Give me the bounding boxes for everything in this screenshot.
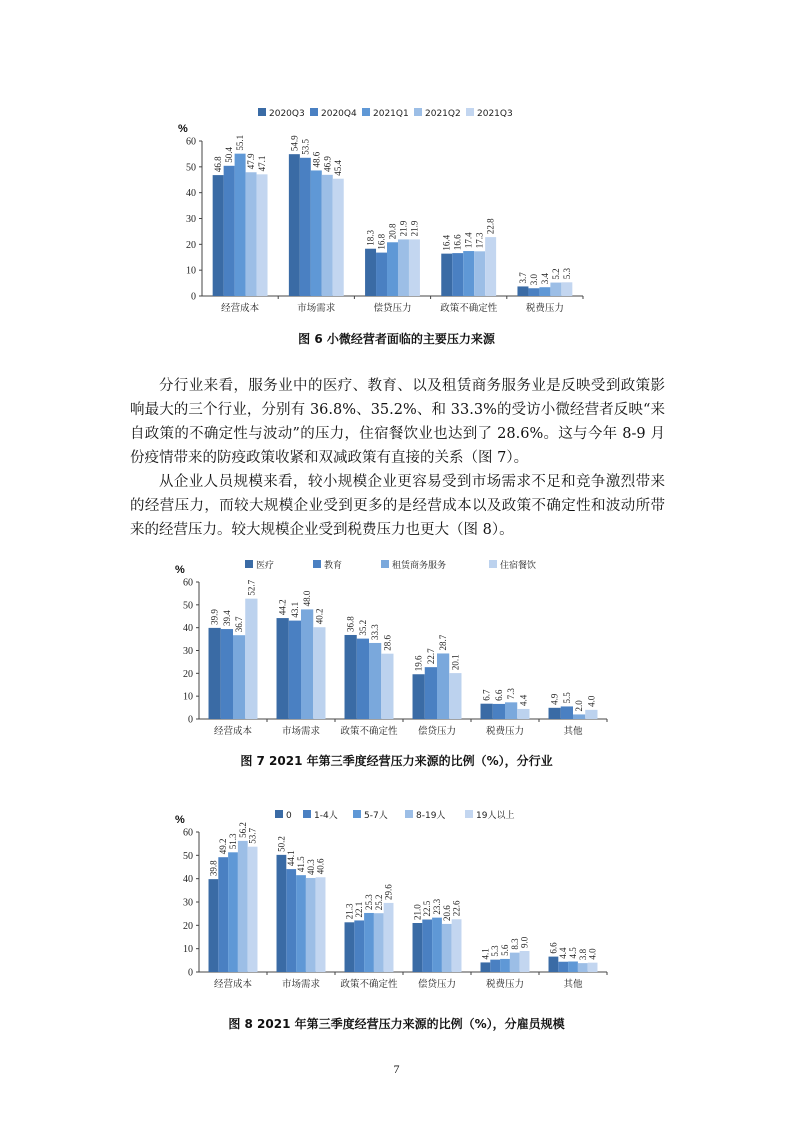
bar	[300, 158, 311, 296]
data-label: 40.3	[305, 859, 316, 875]
data-label: 28.7	[438, 634, 449, 651]
bar	[364, 913, 374, 972]
data-label: 16.8	[376, 233, 387, 250]
page-number: 7	[393, 1062, 400, 1076]
data-label: 46.8	[213, 156, 224, 173]
legend-label: 2021Q2	[425, 109, 461, 119]
legend-swatch	[245, 560, 253, 568]
data-label: 52.7	[246, 579, 257, 596]
x-tick-label: 经营成本	[213, 726, 253, 737]
y-tick-label: 20	[183, 668, 193, 680]
bar	[221, 629, 233, 719]
bar	[246, 172, 257, 296]
y-tick-label: 20	[183, 920, 193, 932]
legend-label: 19人以上	[476, 811, 515, 821]
data-label: 5.5	[561, 692, 572, 704]
legend-label: 租赁商务服务	[392, 561, 447, 571]
y-tick-label: 10	[183, 691, 193, 703]
bar	[333, 179, 344, 296]
bar	[387, 242, 398, 296]
figure-8-caption: 图 8 2021 年第三季度经营压力来源的比例（%），分雇员规模	[228, 1017, 565, 1031]
bar	[539, 287, 550, 296]
bar	[442, 924, 452, 972]
bar	[517, 709, 529, 719]
bar	[413, 674, 425, 719]
x-tick-label: 经营成本	[213, 979, 253, 990]
y-axis-unit: %	[175, 564, 185, 576]
bar	[449, 673, 461, 719]
bar	[549, 708, 561, 719]
bar	[561, 282, 572, 296]
data-label: 21.9	[409, 220, 420, 237]
data-label: 22.6	[451, 900, 462, 917]
y-tick-label: 10	[186, 265, 196, 277]
bar	[289, 154, 300, 296]
legend-label: 8-19人	[416, 811, 446, 821]
legend-label: 2020Q4	[321, 109, 357, 119]
data-label: 5.2	[550, 268, 561, 280]
data-label: 5.3	[490, 945, 501, 957]
bar	[286, 869, 296, 972]
figure-6-caption: 图 6 小微经营者面临的主要压力来源	[298, 332, 495, 346]
bar	[474, 251, 485, 296]
bar	[425, 667, 437, 719]
bar	[505, 702, 517, 719]
bar	[558, 962, 568, 972]
legend-label: 住宿餐饮	[500, 561, 537, 571]
data-label: 3.7	[517, 272, 528, 284]
data-label: 48.0	[302, 590, 313, 607]
x-tick-label: 税费压力	[525, 303, 564, 314]
bar	[520, 951, 530, 972]
data-label: 36.8	[345, 616, 356, 632]
figure-7-caption: 图 7 2021 年第三季度经营压力来源的比例（%），分行业	[240, 754, 553, 768]
bar	[384, 903, 394, 972]
data-label: 17.4	[463, 232, 474, 249]
data-label: 18.3	[365, 229, 376, 246]
data-label: 35.2	[357, 619, 368, 636]
data-label: 7.3	[506, 688, 517, 700]
figure-6-svg	[0, 100, 793, 325]
x-tick-label: 其他	[563, 726, 583, 737]
bar	[413, 923, 423, 972]
y-tick-label: 0	[188, 967, 193, 979]
data-label: 45.4	[333, 159, 344, 176]
bar	[374, 913, 384, 972]
x-tick-label: 市场需求	[281, 726, 321, 737]
y-tick-label: 40	[183, 874, 193, 886]
y-tick-label: 60	[186, 136, 196, 148]
data-label: 39.4	[221, 610, 232, 627]
legend-swatch	[258, 108, 266, 116]
bar	[510, 953, 520, 972]
data-label: 25.2	[373, 894, 384, 911]
bar	[345, 922, 355, 972]
data-label: 48.6	[311, 151, 322, 168]
bar	[354, 920, 364, 972]
bar	[369, 643, 381, 719]
y-tick-label: 30	[183, 646, 193, 657]
bar	[528, 288, 539, 296]
data-label: 4.9	[549, 693, 560, 705]
bar	[481, 962, 491, 972]
x-tick-label: 市场需求	[297, 303, 336, 314]
data-label: 49.2	[218, 838, 229, 855]
legend-swatch	[489, 560, 497, 568]
bar	[316, 877, 326, 972]
bar	[452, 253, 463, 296]
bar	[245, 599, 257, 719]
y-tick-label: 0	[188, 714, 193, 726]
legend-swatch	[362, 108, 370, 116]
legend-label: 2020Q3	[269, 109, 305, 119]
data-label: 16.6	[452, 234, 463, 251]
legend-label: 0	[286, 811, 292, 821]
data-label: 22.7	[425, 648, 436, 665]
bar	[398, 239, 409, 296]
paragraph-firm-size: 从企业人员规模来看，较小规模企业更容易受到市场需求不足和竞争激烈带来的经营压力，而较大规模企业受到更多的是经营成本以及政策不确定性和波动所带来的经营压力。较大规模企业受到税费压力也更大（图 8）。	[130, 474, 665, 538]
x-tick-label: 偿贷压力	[417, 726, 457, 737]
data-label: 53.7	[247, 827, 258, 844]
data-label: 44.1	[286, 850, 297, 867]
bar	[209, 628, 221, 719]
data-label: 46.9	[322, 156, 333, 172]
legend-swatch	[465, 810, 473, 818]
bar	[485, 237, 496, 296]
data-label: 17.3	[474, 232, 485, 249]
bar	[409, 239, 420, 296]
bar	[452, 919, 462, 972]
legend-swatch	[405, 810, 413, 818]
data-label: 4.4	[518, 694, 529, 706]
x-tick-label: 政策不确定性	[340, 979, 398, 990]
bar	[213, 175, 224, 296]
data-label: 8.3	[509, 938, 520, 950]
bar	[432, 918, 442, 972]
bar	[277, 618, 289, 719]
body-text	[130, 374, 665, 542]
data-label: 4.0	[587, 948, 598, 960]
data-label: 4.5	[568, 947, 578, 959]
data-label: 50.2	[276, 836, 287, 852]
bar	[500, 959, 510, 972]
bar	[422, 920, 432, 973]
y-tick-label: 40	[183, 623, 193, 635]
bar	[376, 253, 387, 296]
data-label: 2.0	[574, 700, 585, 712]
data-label: 4.0	[586, 695, 597, 707]
y-tick-label: 30	[186, 214, 196, 225]
bar	[238, 841, 248, 972]
figure-7-svg	[0, 554, 793, 744]
legend-label: 2021Q3	[477, 109, 513, 119]
y-tick-label: 50	[186, 162, 196, 174]
y-tick-label: 20	[186, 239, 196, 251]
data-label: 4.4	[558, 947, 569, 959]
paragraph-industry: 分行业来看，服务业中的医疗、教育、以及租赁商务服务业是反映受到政策影响最大的三个行业，分别有 36.8%、35.2%、和 33.3%的受访小微经营者反映“来自政策的不确定性与波动”的压力，住宿餐饮业也达到了 28.6%。这与今年 8-9 月份疫情带来的防疫政策收紧和双减政策有直接的关系（图 7）。	[130, 378, 665, 466]
data-label: 6.6	[548, 942, 559, 954]
figure-6-chart	[0, 100, 793, 325]
data-label: 6.6	[493, 689, 504, 701]
legend-label: 教育	[324, 561, 343, 571]
data-label: 20.1	[450, 654, 461, 671]
data-label: 25.3	[364, 894, 374, 910]
bar	[490, 960, 500, 972]
bar	[365, 249, 376, 296]
y-tick-label: 30	[183, 897, 193, 909]
data-label: 40.2	[314, 608, 325, 625]
data-label: 47.1	[257, 155, 268, 172]
data-label: 55.1	[235, 134, 246, 151]
bar	[561, 706, 573, 719]
y-axis-unit: %	[175, 814, 185, 826]
x-tick-label: 政策不确定性	[340, 726, 398, 737]
legend-label: 2021Q1	[373, 109, 409, 119]
y-axis-unit: %	[178, 123, 188, 135]
bar	[437, 653, 449, 719]
bar	[248, 847, 258, 972]
data-label: 21.0	[412, 904, 423, 920]
bar	[568, 962, 578, 973]
data-label: 50.4	[224, 147, 235, 163]
data-label: 51.3	[228, 833, 238, 850]
bar	[493, 704, 505, 719]
figure-8-svg	[0, 806, 793, 1002]
data-label: 3.8	[577, 948, 588, 961]
bar	[517, 286, 528, 296]
legend-swatch	[466, 108, 474, 116]
bar	[257, 174, 268, 296]
bar	[322, 175, 333, 296]
bar	[549, 957, 559, 972]
legend-swatch	[275, 810, 283, 818]
bar	[345, 635, 357, 719]
data-label: 33.3	[370, 624, 381, 640]
data-label: 29.6	[383, 884, 394, 900]
bar	[357, 639, 369, 719]
data-label: 20.8	[387, 223, 398, 240]
data-label: 22.8	[485, 218, 496, 235]
data-label: 36.7	[234, 616, 245, 633]
data-label: 39.8	[208, 860, 219, 877]
data-label: 54.9	[289, 135, 300, 152]
x-tick-label: 偿贷压力	[417, 979, 457, 990]
x-tick-label: 税费压力	[485, 726, 525, 737]
data-label: 53.5	[300, 139, 311, 155]
y-tick-label: 50	[183, 850, 193, 862]
bar	[585, 710, 597, 719]
bar	[313, 627, 325, 719]
x-tick-label: 经营成本	[221, 303, 260, 314]
legend-swatch	[310, 108, 318, 116]
bar	[481, 704, 493, 719]
data-label: 23.3	[432, 898, 442, 915]
bar	[588, 963, 598, 972]
bar	[550, 283, 561, 296]
x-tick-label: 税费压力	[485, 979, 525, 990]
bar	[463, 251, 474, 296]
data-label: 21.9	[398, 220, 409, 237]
data-label: 3.4	[539, 272, 550, 285]
bar	[277, 855, 287, 972]
data-label: 21.3	[344, 903, 355, 920]
data-label: 56.2	[237, 822, 248, 838]
bar	[311, 170, 322, 296]
bar	[218, 857, 228, 972]
x-tick-label: 偿贷压力	[373, 303, 412, 314]
bar	[306, 878, 316, 972]
bar	[578, 963, 588, 972]
data-label: 43.1	[289, 601, 300, 618]
legend-swatch	[303, 810, 311, 818]
legend-swatch	[381, 560, 389, 568]
data-label: 47.9	[246, 153, 257, 170]
data-label: 39.9	[209, 609, 220, 625]
y-tick-label: 60	[183, 577, 193, 589]
legend-label: 1-4人	[314, 811, 338, 821]
bar	[573, 714, 585, 719]
y-tick-label: 0	[191, 291, 196, 303]
bar	[296, 875, 306, 972]
data-label: 5.3	[561, 268, 572, 280]
data-label: 41.5	[296, 856, 306, 873]
y-tick-label: 10	[183, 944, 193, 956]
y-tick-label: 50	[183, 600, 193, 612]
data-label: 40.6	[315, 858, 326, 875]
bar	[224, 166, 235, 296]
figure-7-chart	[0, 554, 793, 744]
bar	[289, 621, 301, 719]
data-label: 28.6	[382, 634, 393, 651]
data-label: 3.0	[528, 274, 539, 286]
data-label: 22.5	[422, 900, 433, 917]
legend-label: 医疗	[256, 561, 275, 571]
x-tick-label: 其他	[563, 979, 583, 990]
bar	[381, 654, 393, 719]
data-label: 16.4	[441, 234, 452, 251]
bar	[209, 879, 219, 972]
bar	[235, 154, 246, 296]
legend-swatch	[414, 108, 422, 116]
bar	[228, 852, 238, 972]
data-label: 5.6	[500, 944, 510, 956]
figure-8-chart	[0, 806, 793, 1002]
data-label: 4.1	[480, 948, 491, 960]
legend-label: 5-7人	[364, 811, 388, 821]
y-tick-label: 60	[183, 827, 193, 839]
x-tick-label: 政策不确定性	[440, 303, 498, 314]
legend-swatch	[313, 560, 321, 568]
x-tick-label: 市场需求	[281, 979, 321, 990]
data-label: 6.7	[481, 689, 492, 701]
data-label: 9.0	[519, 936, 530, 948]
data-label: 20.6	[441, 905, 452, 921]
bar	[233, 635, 245, 719]
y-tick-label: 40	[186, 188, 196, 200]
legend-swatch	[353, 810, 361, 818]
data-label: 19.6	[413, 655, 424, 672]
bar	[441, 254, 452, 296]
bar	[301, 609, 313, 719]
data-label: 22.1	[354, 901, 365, 918]
data-label: 44.2	[277, 599, 288, 616]
